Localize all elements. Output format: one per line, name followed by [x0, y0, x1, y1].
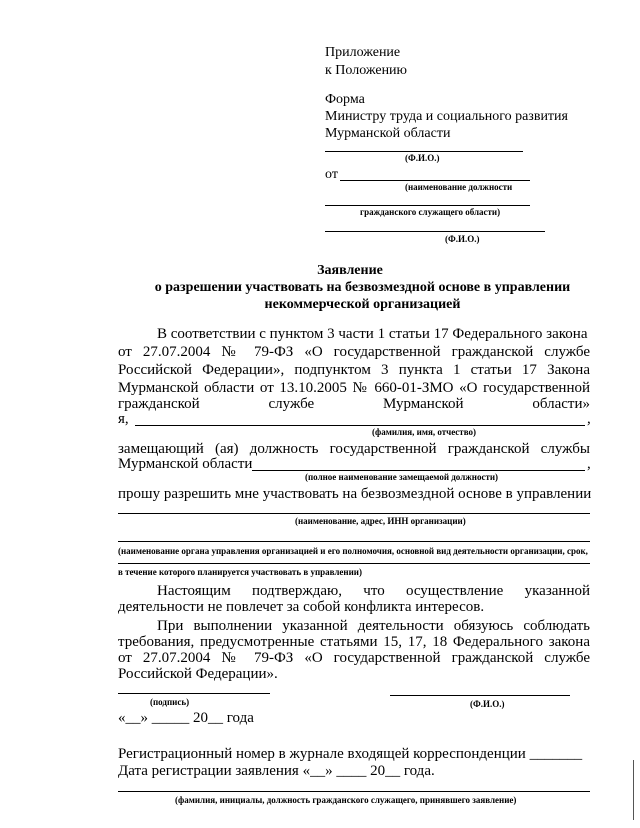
- signature-date: «__» _____ 20__ года: [118, 710, 254, 726]
- signature-fio-line: [390, 695, 570, 696]
- organization-caption: (наименование, адрес, ИНН организации): [295, 516, 466, 526]
- paragraph-1-line-2: от 27.07.2004 № 79-ФЗ «О государственной гражданской службе: [118, 344, 590, 360]
- position-full-caption: (полное наименование замещаемой должности): [305, 472, 499, 482]
- paragraph-1-line-4: Мурманской области от 13.10.2005 № 660-01-ЗМО «О государственной: [118, 380, 590, 396]
- governing-body-caption-2: в течение которого планируется участвовать в управлении): [118, 567, 362, 577]
- paragraph-4-line-1: Настоящим подтверждаю, что осуществление указанной: [157, 583, 590, 599]
- signature-line: [118, 693, 270, 694]
- official-caption: (фамилия, инициалы, должность гражданского служащего, принявшего заявление): [175, 795, 517, 805]
- fullname-caption: (фамилия, имя, отчество): [372, 427, 477, 437]
- paragraph-1-line-3: Российской Федерации», подпунктом 3 пункта 1 статьи 17 Закона: [118, 362, 590, 378]
- regulation-label: к Положению: [325, 63, 408, 78]
- term-line: [118, 563, 590, 564]
- fio-caption-1: (Ф.И.О.): [405, 153, 440, 163]
- official-line: [118, 791, 590, 792]
- position-full-line: [252, 470, 585, 471]
- scan-edge-mark: [633, 760, 634, 820]
- signature-fio-caption: (Ф.И.О.): [470, 699, 505, 709]
- paragraph-5-line-2: требования, предусмотренные статьями 15, 17, 18 Федерального закона: [118, 634, 590, 650]
- governing-body-line: [118, 541, 590, 542]
- paragraph-5-line-1: При выполнении указанной деятельности обязуюсь соблюдать: [157, 618, 590, 634]
- applicant-fio-line: [325, 231, 545, 232]
- ministry-line-2: Мурманской области: [325, 126, 451, 141]
- paragraph-5-line-3: от 27.07.2004 № 79-ФЗ «О государственной гражданской службе: [118, 650, 590, 666]
- form-label: Форма: [325, 92, 365, 107]
- paragraph-2-line-2: Мурманской области: [118, 456, 253, 472]
- paragraph-1-line-1: В соответствии с пунктом 3 части 1 статьи 17 Федерального закона: [157, 326, 588, 342]
- title-subject-line-2: некоммерческой организацией: [264, 297, 461, 312]
- position-caption-2: гражданского служащего области): [360, 207, 501, 217]
- title-subject-line-1: о разрешении участвовать на безвозмездной основе в управлении: [154, 280, 571, 295]
- appendix-label: Приложение: [325, 45, 401, 60]
- paragraph-5-line-4: Российской Федерации».: [118, 666, 278, 682]
- governing-body-caption-1: (наименование органа управления организацией и его полномочия, основной вид деятельности организации, срок,: [118, 546, 588, 556]
- paragraph-3: прошу разрешить мне участвовать на безвозмездной основе в управлении: [118, 486, 592, 502]
- from-line: [340, 180, 530, 181]
- fullname-line: [135, 425, 585, 426]
- signature-caption: (подпись): [150, 697, 190, 707]
- position-caption-1: (наименование должности: [405, 182, 513, 192]
- ministry-line-1: Министру труда и социального развития: [325, 109, 568, 124]
- paragraph-1-line-5: гражданской службе Мурманской области»: [118, 396, 590, 412]
- comma-2: ,: [587, 456, 591, 472]
- position-line: [325, 205, 530, 206]
- registration-date: Дата регистрации заявления «__» ____ 20__ года.: [118, 763, 435, 779]
- paragraph-2-line-1: замещающий (ая) должность государственной гражданской службы: [118, 441, 590, 457]
- registration-number: Регистрационный номер в журнале входящей корреспонденции _______: [118, 746, 583, 762]
- from-label: от: [325, 167, 338, 182]
- fio-caption-2: (Ф.И.О.): [445, 234, 480, 244]
- ya-label: я,: [118, 411, 129, 427]
- organization-line: [118, 513, 590, 514]
- document-title: Заявление: [317, 263, 383, 278]
- comma-1: ,: [587, 411, 591, 427]
- paragraph-4-line-2: деятельности не повлечет за собой конфликта интересов.: [118, 599, 485, 615]
- addressee-line: [325, 151, 523, 152]
